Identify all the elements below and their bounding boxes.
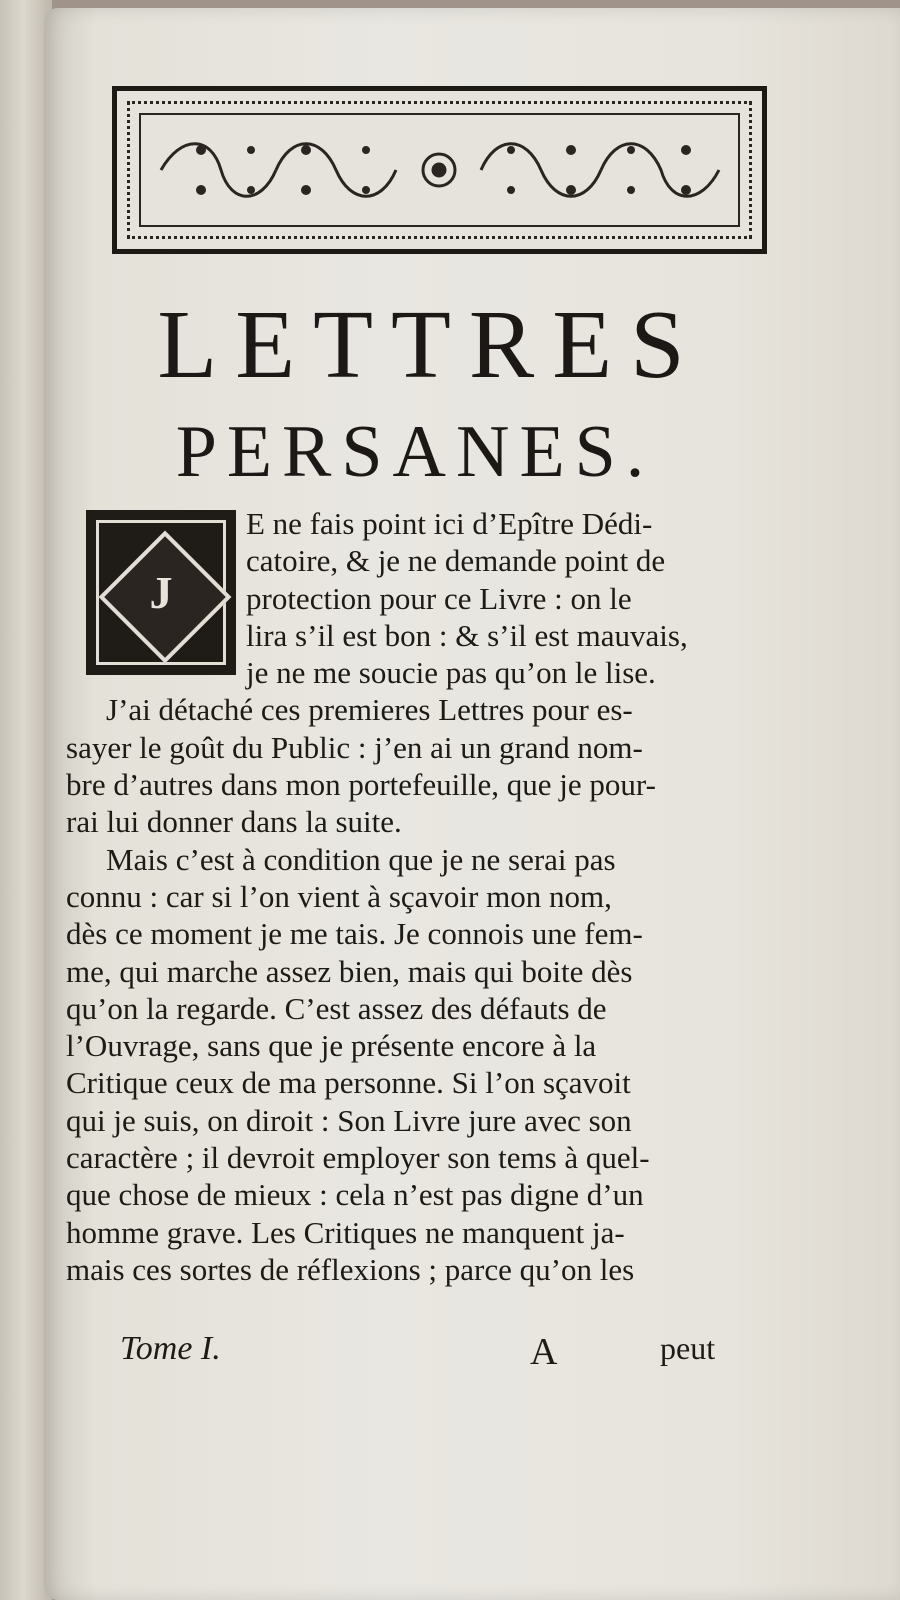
body-text: [66, 505, 756, 1288]
gathering-mark: A: [530, 1331, 558, 1373]
text-line: dès ce moment je me tais. Je connois une fem-: [66, 916, 643, 952]
text-line: sayer le goût du Public : j’en ai un grand nom-: [66, 729, 643, 765]
text-line: mais ces sortes de réflexions ; parce qu’on les: [66, 1251, 635, 1287]
text-line: qui je suis, on diroit : Son Livre jure avec son: [66, 1102, 632, 1138]
text-line: je ne me soucie pas qu’on le lise.: [246, 655, 656, 691]
text-line: caractère ; il devroit employer son tems à quel-: [66, 1140, 650, 1176]
text-line: J’ai détaché ces premieres Lettres pour es-: [106, 692, 633, 728]
text-line: qu’on la regarde. C’est assez des défauts de: [66, 990, 607, 1026]
initial-letter: J: [149, 567, 173, 618]
page-footer: [110, 1330, 740, 1380]
text-line: que chose de mieux : cela n’est pas digne d’un: [66, 1177, 644, 1213]
catchword: peut: [660, 1330, 716, 1366]
text-line: Mais c’est à condition que je ne serai pas: [106, 841, 616, 877]
text-line: Critique ceux de ma personne. Si l’on sçavoit: [66, 1065, 631, 1101]
volume-signature: Tome I.: [120, 1330, 221, 1367]
text-line: rai lui donner dans la suite.: [66, 804, 402, 840]
text-line: homme grave. Les Critiques ne manquent ja-: [66, 1214, 625, 1250]
text-line: bre d’autres dans mon portefeuille, que je pour-: [66, 767, 656, 803]
floral-ornament-icon: [141, 115, 738, 225]
title-line-2: PERSANES.: [175, 411, 655, 493]
text-line: protection pour ce Livre : on le: [246, 580, 632, 616]
text-line: me, qui marche assez bien, mais qui boite dès: [66, 953, 633, 989]
text-line: E ne fais point ici d’Epître Dédi-: [246, 506, 653, 541]
text-line: l’Ouvrage, sans que je présente encore à la: [66, 1028, 597, 1064]
text-line: catoire, & je ne demande point de: [246, 543, 666, 579]
text-line: lira s’il est bon : & s’il est mauvais,: [246, 617, 688, 653]
text-line: connu : car si l’on vient à sçavoir mon nom,: [66, 878, 612, 914]
headpiece-ornament: [112, 86, 767, 254]
title-line-1: LETTRES: [157, 291, 703, 399]
